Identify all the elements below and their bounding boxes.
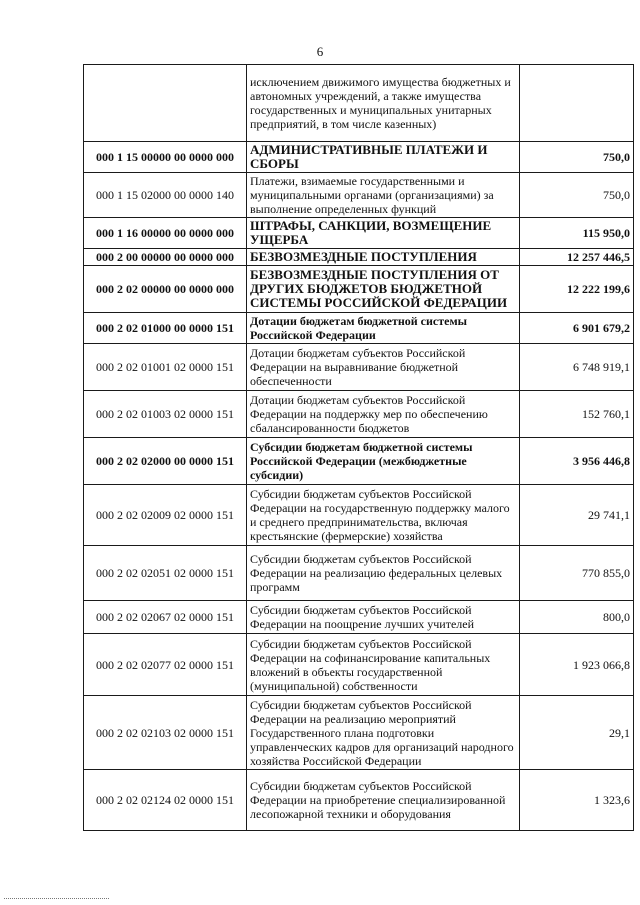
row-amount: 152 760,1	[520, 391, 634, 438]
row-code: 000 2 02 02009 02 0000 151	[84, 485, 247, 546]
row-code	[84, 65, 247, 142]
row-amount: 750,0	[520, 142, 634, 173]
row-name: Субсидии бюджетам бюджетной системы Российской Федерации (межбюджетные субсидии)	[247, 438, 520, 485]
row-code: 000 2 02 01000 00 0000 151	[84, 313, 247, 344]
row-amount	[520, 65, 634, 142]
row-amount: 800,0	[520, 601, 634, 634]
row-name: Субсидии бюджетам субъектов Российской Федерации на реализацию мероприятий Государственного плана подготовки управленческих кадров для организаций народного хозяйства Российской Федерации	[247, 696, 520, 770]
row-name: Субсидии бюджетам субъектов Российской Федерации на реализацию федеральных целевых программ	[247, 546, 520, 601]
table-row	[84, 634, 634, 696]
budget-table-body	[84, 65, 634, 831]
table-row	[84, 438, 634, 485]
row-name: АДМИНИСТРАТИВНЫЕ ПЛАТЕЖИ И СБОРЫ	[247, 142, 520, 173]
row-name: Дотации бюджетам субъектов Российской Федерации на выравнивание бюджетной обеспеченности	[247, 344, 520, 391]
table-row	[84, 65, 634, 142]
row-name: Субсидии бюджетам субъектов Российской Федерации на государственную поддержку малого и среднего предпринимательства, включая крестьянские (фермерские) хозяйства	[247, 485, 520, 546]
row-amount: 12 222 199,6	[520, 266, 634, 313]
row-code: 000 1 16 00000 00 0000 000	[84, 218, 247, 249]
row-name: БЕЗВОЗМЕЗДНЫЕ ПОСТУПЛЕНИЯ ОТ ДРУГИХ БЮДЖЕТОВ БЮДЖЕТНОЙ СИСТЕМЫ РОССИЙСКОЙ ФЕДЕРАЦИИ	[247, 266, 520, 313]
row-code: 000 2 02 01001 02 0000 151	[84, 344, 247, 391]
row-code: 000 2 02 02103 02 0000 151	[84, 696, 247, 770]
table-row	[84, 391, 634, 438]
row-code: 000 2 02 02051 02 0000 151	[84, 546, 247, 601]
table-row	[84, 485, 634, 546]
row-name: исключением движимого имущества бюджетных и автономных учреждений, а также имущества государственных и муниципальных унитарных предприятий, в том числе казенных)	[247, 65, 520, 142]
page-number: 6	[316, 44, 324, 59]
table-row	[84, 218, 634, 249]
row-name: ШТРАФЫ, САНКЦИИ, ВОЗМЕЩЕНИЕ УЩЕРБА	[247, 218, 520, 249]
row-code: 000 2 00 00000 00 0000 000	[84, 249, 247, 266]
table-row	[84, 696, 634, 770]
table-row	[84, 344, 634, 391]
row-amount: 1 923 066,8	[520, 634, 634, 696]
row-code: 000 2 02 00000 00 0000 000	[84, 266, 247, 313]
row-code: 000 2 02 02000 00 0000 151	[84, 438, 247, 485]
table-row	[84, 546, 634, 601]
row-code: 000 1 15 02000 00 0000 140	[84, 173, 247, 218]
row-name: Платежи, взимаемые государственными и муниципальными органами (организациями) за выполнение определенных функций	[247, 173, 520, 218]
row-amount: 3 956 446,8	[520, 438, 634, 485]
row-amount: 115 950,0	[520, 218, 634, 249]
table-row	[84, 173, 634, 218]
row-name: Дотации бюджетам субъектов Российской Федерации на поддержку мер по обеспечению сбалансированности бюджетов	[247, 391, 520, 438]
row-code: 000 2 02 02077 02 0000 151	[84, 634, 247, 696]
row-code: 000 2 02 01003 02 0000 151	[84, 391, 247, 438]
row-amount: 1 323,6	[520, 770, 634, 831]
footer-scan-mark	[4, 898, 109, 900]
table-row	[84, 770, 634, 831]
row-name: Субсидии бюджетам субъектов Российской Федерации на софинансирование капитальных вложений в объекты государственной (муниципальной) собственности	[247, 634, 520, 696]
row-name: Дотации бюджетам бюджетной системы Российской Федерации	[247, 313, 520, 344]
budget-revenue-table	[83, 64, 634, 831]
table-row	[84, 266, 634, 313]
row-code: 000 2 02 02067 02 0000 151	[84, 601, 247, 634]
row-amount: 6 901 679,2	[520, 313, 634, 344]
table-row	[84, 313, 634, 344]
table-row	[84, 601, 634, 634]
row-code: 000 1 15 00000 00 0000 000	[84, 142, 247, 173]
row-name: БЕЗВОЗМЕЗДНЫЕ ПОСТУПЛЕНИЯ	[247, 249, 520, 266]
row-code: 000 2 02 02124 02 0000 151	[84, 770, 247, 831]
row-amount: 29 741,1	[520, 485, 634, 546]
row-amount: 12 257 446,5	[520, 249, 634, 266]
row-name: Субсидии бюджетам субъектов Российской Федерации на приобретение специализированной лесопожарной техники и оборудования	[247, 770, 520, 831]
row-amount: 750,0	[520, 173, 634, 218]
row-amount: 770 855,0	[520, 546, 634, 601]
row-name: Субсидии бюджетам субъектов Российской Федерации на поощрение лучших учителей	[247, 601, 520, 634]
row-amount: 6 748 919,1	[520, 344, 634, 391]
row-amount: 29,1	[520, 696, 634, 770]
table-row	[84, 249, 634, 266]
table-row	[84, 142, 634, 173]
